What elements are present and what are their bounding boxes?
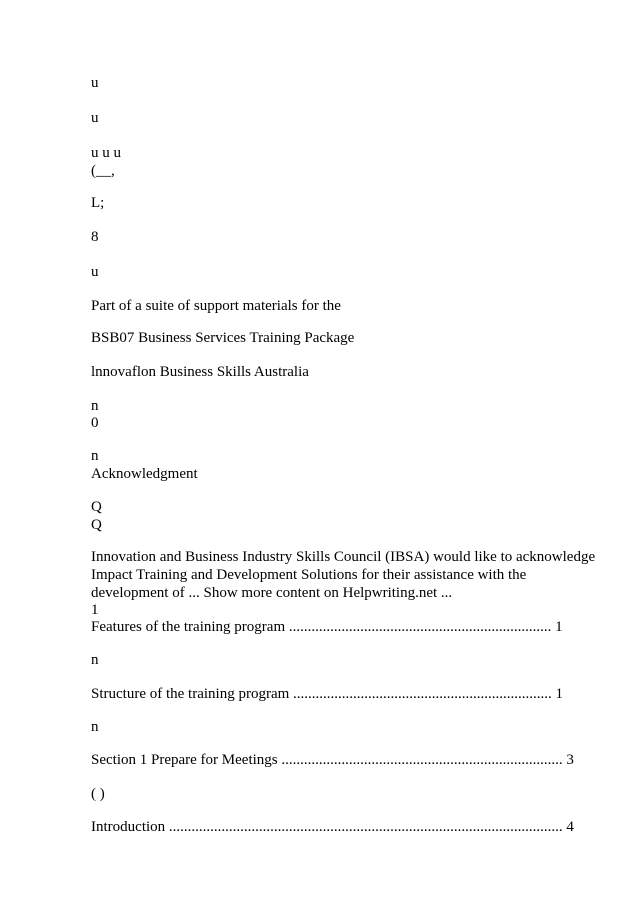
- text-line: n: [91, 398, 99, 414]
- text-line: 8: [91, 229, 99, 245]
- text-line: Q: [91, 499, 102, 515]
- heading: Acknowledgment: [91, 466, 198, 482]
- text-line: 0: [91, 415, 99, 431]
- text-line: u: [91, 110, 99, 126]
- text-line: n: [91, 448, 99, 464]
- body-text: BSB07 Business Services Training Package: [91, 330, 355, 346]
- text-line: n: [91, 719, 99, 735]
- body-text: Innovation and Business Industry Skills Council (IBSA) would like to acknowledge: [91, 549, 596, 565]
- text-line: (__,: [91, 163, 115, 179]
- text-line: Q: [91, 517, 102, 533]
- text-line: u: [91, 75, 99, 91]
- body-text: development of ... Show more content on Helpwriting.net ...: [91, 585, 453, 601]
- body-text: lnnovaflon Business Skills Australia: [91, 364, 309, 380]
- text-line: n: [91, 652, 99, 668]
- toc-entry: Structure of the training program ..................................................................... 1: [91, 686, 564, 702]
- toc-entry: Features of the training program ...................................................................... 1: [91, 619, 563, 635]
- text-line: 1: [91, 602, 99, 618]
- body-text: Impact Training and Development Solutions for their assistance with the: [91, 567, 527, 583]
- text-line: L;: [91, 195, 105, 211]
- text-line: u: [91, 264, 99, 280]
- text-line: ( ): [91, 786, 105, 802]
- toc-entry: Introduction ......................................................................................................... 4: [91, 819, 574, 835]
- body-text: Part of a suite of support materials for the: [91, 298, 341, 314]
- toc-entry: Section 1 Prepare for Meetings ........................................................................... 3: [91, 752, 574, 768]
- text-line: u u u: [91, 145, 121, 161]
